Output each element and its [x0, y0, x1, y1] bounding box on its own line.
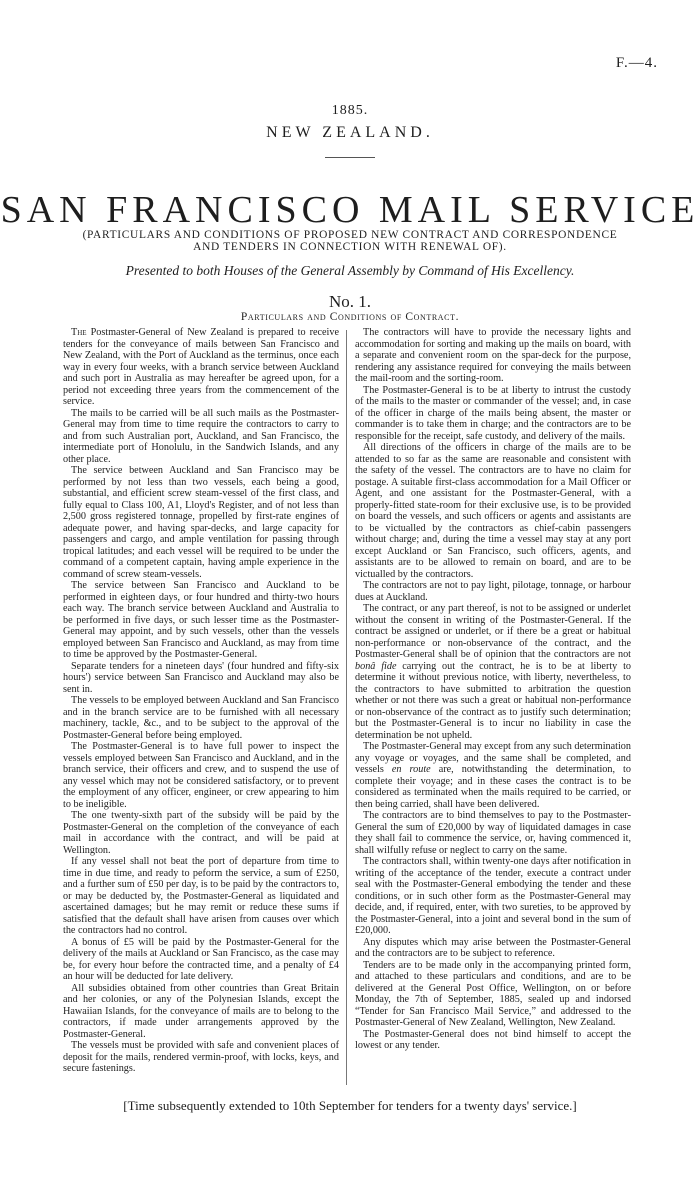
italic-phrase: bonâ fide	[355, 660, 397, 672]
paragraph: The one twenty-sixth part of the subsidy will be paid by the Postmaster-General on the completion of the conveyance of each mail in accordance with the contract, and will be paid at Wellington.	[63, 810, 339, 856]
paragraph: The vessels must be provided with safe and convenient places of deposit for the mails, rendered vermin-proof, with locks, keys, and secure fastenings.	[63, 1040, 339, 1074]
document-title: SAN FRANCISCO MAIL SERVICE	[0, 189, 700, 231]
document-subtitle: (PARTICULARS AND CONDITIONS OF PROPOSED NEW CONTRACT AND CORRESPONDENCE AND TENDERS IN CONNECTION WITH RENEWAL OF).	[82, 229, 618, 253]
drop-word: The	[71, 327, 87, 338]
paragraph: The Postmaster-General is to have full power to inspect the vessels employed between San Francisco and Auckland, and in the branch service, their officers and crew, and to suspend the use of any vessel which may not be considered satisfactory, or to prevent the employment of any officer, engineer, or crew appearing to him to be ineligible.	[63, 741, 339, 810]
paragraph: All directions of the officers in charge of the mails are to be attended to so far as the same are reasonable and consistent with the safety of the vessel. The contractors are to have no claim for postage. A suitable first-class accommodation for a Mail Officer or Agent, and one assistant for the Postmaster-General, with a properly-fitted state-room for their exclusive use, is to be provided on board the vessels, and such officers or agents and assistants are to be victualled by the contractors as chief-cabin passengers without charge; and, during the time a vessel may stay at any port except Auckland or San Francisco, such officers, agents, and assistants are to be allowed to remain on board, and are to be victualled by the contractors.	[355, 442, 631, 580]
paragraph: If any vessel shall not beat the port of departure from time to time in due time, and ready to peform the service, a sum of £250, and a further sum of £50 per day, is to be paid by the contractors to, or may be deducted by, the Postmaster-General as liquidated and ascertained damages; but he may remit or reduce these sums if satisfied that the default shall have arisen from causes over which the contractors had no control.	[63, 856, 339, 936]
paragraph: The contractors are to bind themselves to pay to the Postmaster-General the sum of £20,000 by way of liquidated damages in case they shall fail to commence the service, or, having commenced it, shall wilfully refuse or neglect to carry on the same.	[355, 810, 631, 856]
document-number: No. 1.	[328, 292, 372, 311]
paragraph	[63, 327, 339, 408]
paragraph: The service between San Francisco and Auckland to be performed in eighteen days, or four hundred and thirty-two hours each way. The branch service between Auckland and Australia to be performed in five days, or such lesser time as the Postmaster-General may appoint, and by such vessels, other than the vessels employed between San Francisco and Auckland, as may from time to time be approved by the Postmaster-General.	[63, 580, 339, 660]
column-divider	[346, 330, 347, 1085]
paragraph: The Postmaster-General is to be at liberty to intrust the custody of the mails to the master or commander of the vessel; and, in case of the officer in charge of the mails being absent, the master or commander is to take them in charge; and the contractors are to be responsible for the receipt, safe custody, and delivery of the mails.	[355, 384, 631, 442]
section-title: Particulars and Conditions of Contract.	[240, 311, 460, 323]
paragraph-text: Postmaster-General of New Zealand is prepared to receive tenders for the conveyance of mails between San Francisco and New Zealand, with the Port of Auckland as the terminus, once each way in every four weeks, with a branch service between Auckland and such port in Australia as may hereafter be agreed upon, for a period not exceeding three years from the commencement of the service.	[63, 327, 339, 407]
left-column	[63, 327, 339, 1075]
paragraph: The contractors shall, within twenty-one days after notification in writing of the acceptance of the tender, execute a contract under seal with the Postmaster-General embodying the tender and these conditions, or in such other form as the Postmaster-General may decide, and, if required, enter, with two sureties, to be approved by the Postmaster-General, into a joint and several bond in the sum of £20,000.	[355, 856, 631, 936]
paragraph: A bonus of £5 will be paid by the Postmaster-General for the delivery of the mails at Auckland or San Francisco, as the case may be, for every hour before the contracted time, and a penalty of £4 an hour will be deducted for late delivery.	[63, 936, 339, 982]
paragraph	[355, 741, 631, 810]
paragraph-text: The contract, or any part thereof, is not to be assigned or underlet without the consent in writing of the Postmaster-General. If the contract be assigned or underlet, or if there be a great or habitual non-performance or non-observance of the contract, and the Postmaster-General shall be of opinion that the contractors are not	[355, 603, 631, 660]
footnote: [Time subsequently extended to 10th September for tenders for a twenty days' service.]	[123, 1098, 577, 1113]
italic-phrase: en route	[391, 764, 431, 775]
paragraph: The contractors will have to provide the necessary lights and accommodation for sorting and making up the mails on board, with a separate and convenient room on the spar-deck for the purpose, rendering any assistance required for conveying the mails between the mail-room and the sorting-room.	[355, 327, 631, 384]
paragraph: Any disputes which may arise between the Postmaster-General and the contractors are to be subject to reference.	[355, 936, 631, 959]
header-rule	[325, 157, 375, 158]
paragraph-text: carrying out the contract, he is to be at liberty to determine it without previous notice, with liberty, nevertheless, to the contractors to have submitted to arbitration the question whether or not there was such a great or habitual non-performance or non-observance of the contract as to justify such determination; but the Postmaster-General is to incur no liability in case the determination be not upheld.	[355, 660, 631, 741]
page-identifier: F.—4.	[615, 55, 658, 71]
paragraph: All subsidies obtained from other countries than Great Britain and her colonies, or any of the Polynesian Islands, except the Hawaiian Islands, for the conveyance of mails are to belong to the contractors, if made under arrangements approved by the Postmaster-General.	[63, 982, 339, 1040]
paragraph-text: The Postmaster-General may except from any such determination any voyage or voyages, and the same shall be completed, and vessels	[355, 741, 631, 775]
publication-year: 1885.	[331, 103, 369, 118]
paragraph: The vessels to be employed between Auckland and San Francisco and in the branch service are to be furnished with all necessary machinery, tackle, &c., and to be subject to the approval of the Postmaster-General before being employed.	[63, 695, 339, 741]
right-column	[355, 327, 631, 1052]
paragraph: The service between Auckland and San Francisco may be performed by not less than two vessels, each being a good, substantial, and efficient screw steam-vessel of the first class, and fully equal to Class 100, A1, Lloyd's Register, and of not less than 2,500 gross registered tonnage, propelled by first-rate engines of adequate power, and having spar-decks, and large capacity for passengers and cargo, and ample ventilation for passing through tropical latitudes; and each vessel will be required to be under the command of a competent captain, having ample experience in the command of screw steam-vessels.	[63, 465, 339, 580]
paragraph	[355, 603, 631, 741]
presented-line: Presented to both Houses of the General Assembly by Command of His Excellency.	[125, 263, 575, 278]
paragraph-text: are, notwithstanding the determination, to complete their voyage; and in these cases the contract is to be considered as terminated when the mails required to be carried, or then being carried, shall have been delivered.	[355, 764, 631, 810]
paragraph: The mails to be carried will be all such mails as the Postmaster-General may from time to time require the contractors to carry to and from such Australian port, Auckland, and San Francisco, the intermediate port of Honolulu, in the Sandwich Islands, and any other place.	[63, 407, 339, 465]
paragraph: Tenders are to be made only in the accompanying printed form, and attached to these particulars and conditions, and are to be delivered at the General Post Office, Wellington, on or before Monday, the 7th of September, 1885, sealed up and indorsed “Tender for San Francisco Mail Service,” and addressed to the Postmaster-General of New Zealand, Wellington, New Zealand.	[355, 959, 631, 1028]
paragraph: The Postmaster-General does not bind himself to accept the lowest or any tender.	[355, 1028, 631, 1051]
country-heading: NEW ZEALAND.	[266, 124, 434, 141]
paragraph: Separate tenders for a nineteen days' (four hundred and fifty-six hours') service between San Francisco and Auckland may also be sent in.	[63, 660, 339, 695]
paragraph: The contractors are not to pay light, pilotage, tonnage, or harbour dues at Auckland.	[355, 580, 631, 603]
